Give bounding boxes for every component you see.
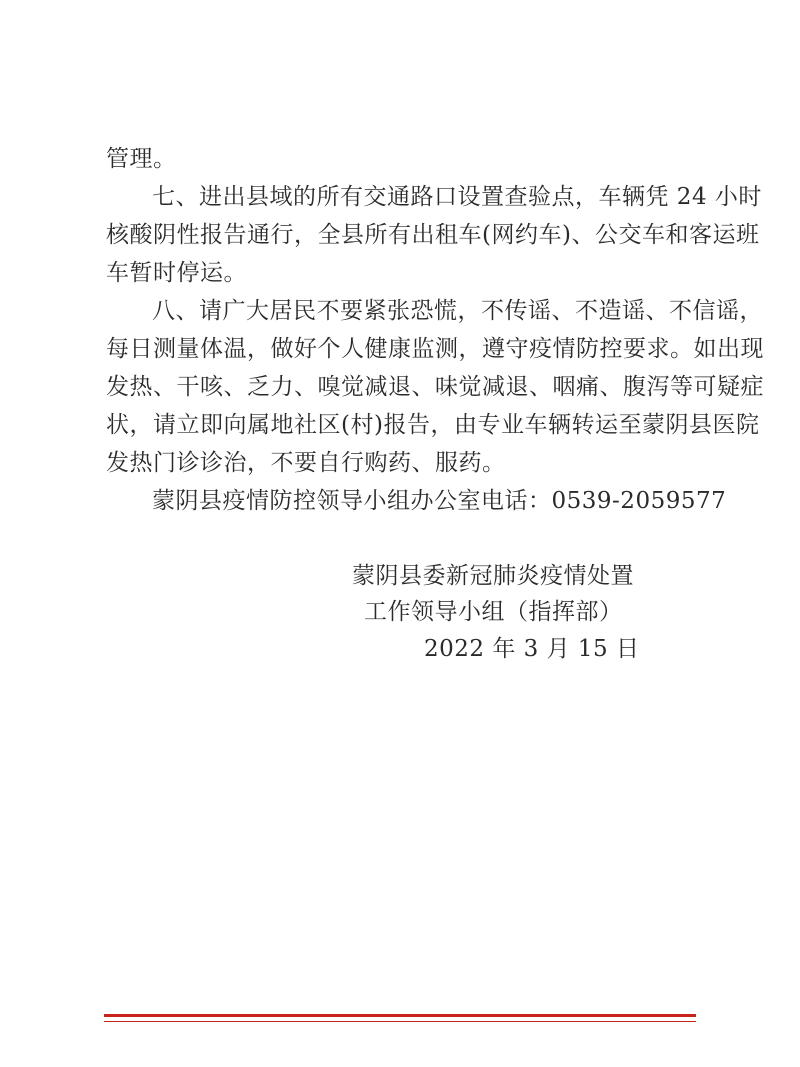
paragraph-continuation — [106, 140, 706, 178]
paragraph-item-8 — [106, 292, 764, 482]
text-line: 发热门诊诊治，不要自行购药、服药。 — [106, 450, 506, 476]
signature-org-line-1: 蒙阴县委新冠肺炎疫情处置 — [352, 563, 634, 589]
text-line: 八、请广大居民不要紧张恐慌，不传谣、不造谣、不信谣， — [152, 298, 763, 324]
text-line: 每日测量体温，做好个人健康监测，遵守疫情防控要求。如出现 — [106, 336, 764, 362]
document-body — [106, 140, 764, 520]
paragraph-contact — [106, 482, 727, 520]
text-line: 车暂时停运。 — [106, 260, 247, 286]
contact-phone-line: 蒙阴县疫情防控领导小组办公室电话：0539-2059577 — [152, 488, 727, 514]
text-line: 状，请立即向属地社区(村)报告，由专业车辆转运至蒙阴县医院 — [106, 412, 760, 438]
footer-rule-thin — [104, 1021, 696, 1022]
footer-rule-thick — [104, 1014, 696, 1017]
text-line: 管理。 — [106, 146, 177, 172]
text-line: 核酸阴性报告通行，全县所有出租车(网约车)、公交车和客运班 — [106, 222, 760, 248]
signature-date: 2022 年 3 月 15 日 — [424, 636, 640, 662]
signature-org-line-2: 工作领导小组（指挥部） — [364, 599, 623, 625]
paragraph-item-7 — [106, 178, 762, 292]
text-line: 七、进出县域的所有交通路口设置查验点，车辆凭 24 小时 — [152, 184, 762, 210]
text-line: 发热、干咳、乏力、嗅觉减退、味觉减退、咽痛、腹泻等可疑症 — [106, 374, 764, 400]
